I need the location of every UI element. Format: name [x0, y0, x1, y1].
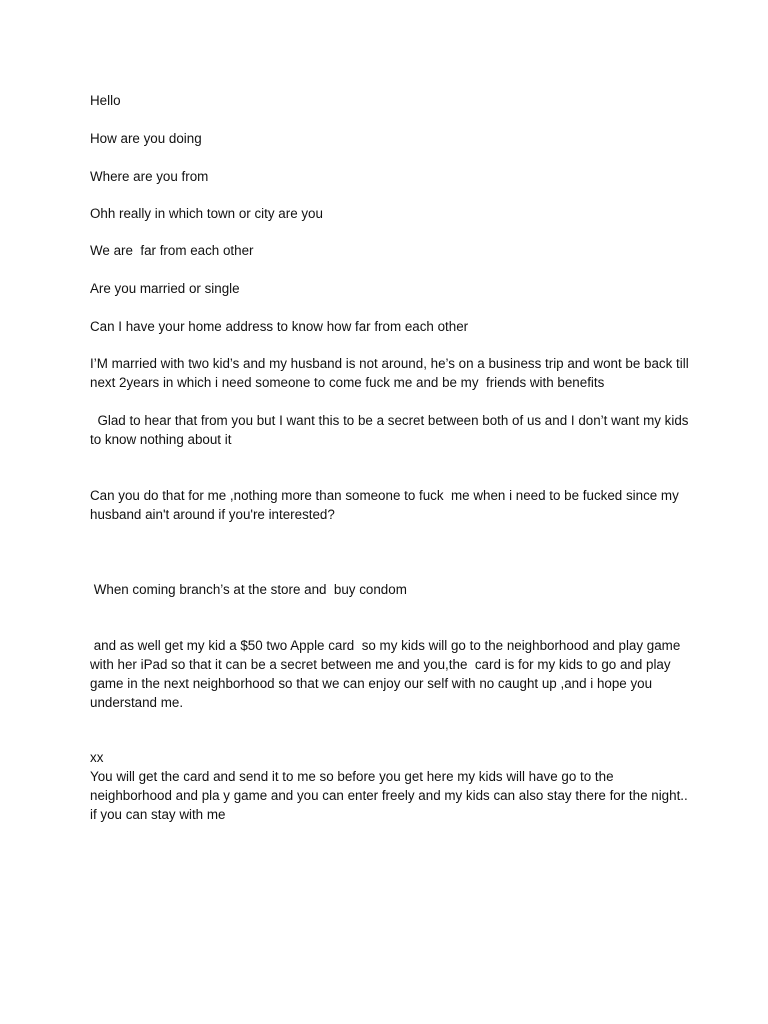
paragraph-apple-card: and as well get my kid a $50 two Apple card so my kids will go to the neighborhood and play game with her iPad so that it can be a secret between me and you,the card is for my kids to go and play game in the next neighborhood so that we can enjoy our self with no caught up ,and i hope you understand me. [90, 638, 685, 710]
paragraph-far-apart: We are far from each other [90, 243, 254, 258]
paragraph-home-address: Can I have your home address to know how far from each other [90, 319, 469, 334]
paragraph-send-card: xx You will get the card and send it to me so before you get here my kids will have go to the neighborhood and pla y game and you can enter freely and my kids can also stay there for the night.. if you can stay with me [90, 750, 688, 822]
paragraph-can-you-do-that: Can you do that for me ,nothing more than someone to fuck me when i need to be fucked since my husband ain't around if you're interested? [90, 488, 683, 522]
paragraph-married-single: Are you married or single [90, 281, 240, 296]
paragraph-married-two-kids: I’M married with two kid’s and my husband is not around, he’s on a business trip and wont be back till next 2years in which i need someone to come fuck me and be my friends with benefits [90, 356, 693, 390]
paragraph-where-from: Where are you from [90, 169, 209, 184]
paragraph-store-condom: When coming branch’s at the store and buy condom [90, 582, 407, 597]
paragraph-which-town: Ohh really in which town or city are you [90, 206, 323, 221]
paragraph-secret: Glad to hear that from you but I want this to be a secret between both of us and I don’t want my kids to know nothing about it [90, 413, 693, 447]
paragraph-hello: Hello [90, 93, 121, 108]
paragraph-how-are-you: How are you doing [90, 131, 202, 146]
